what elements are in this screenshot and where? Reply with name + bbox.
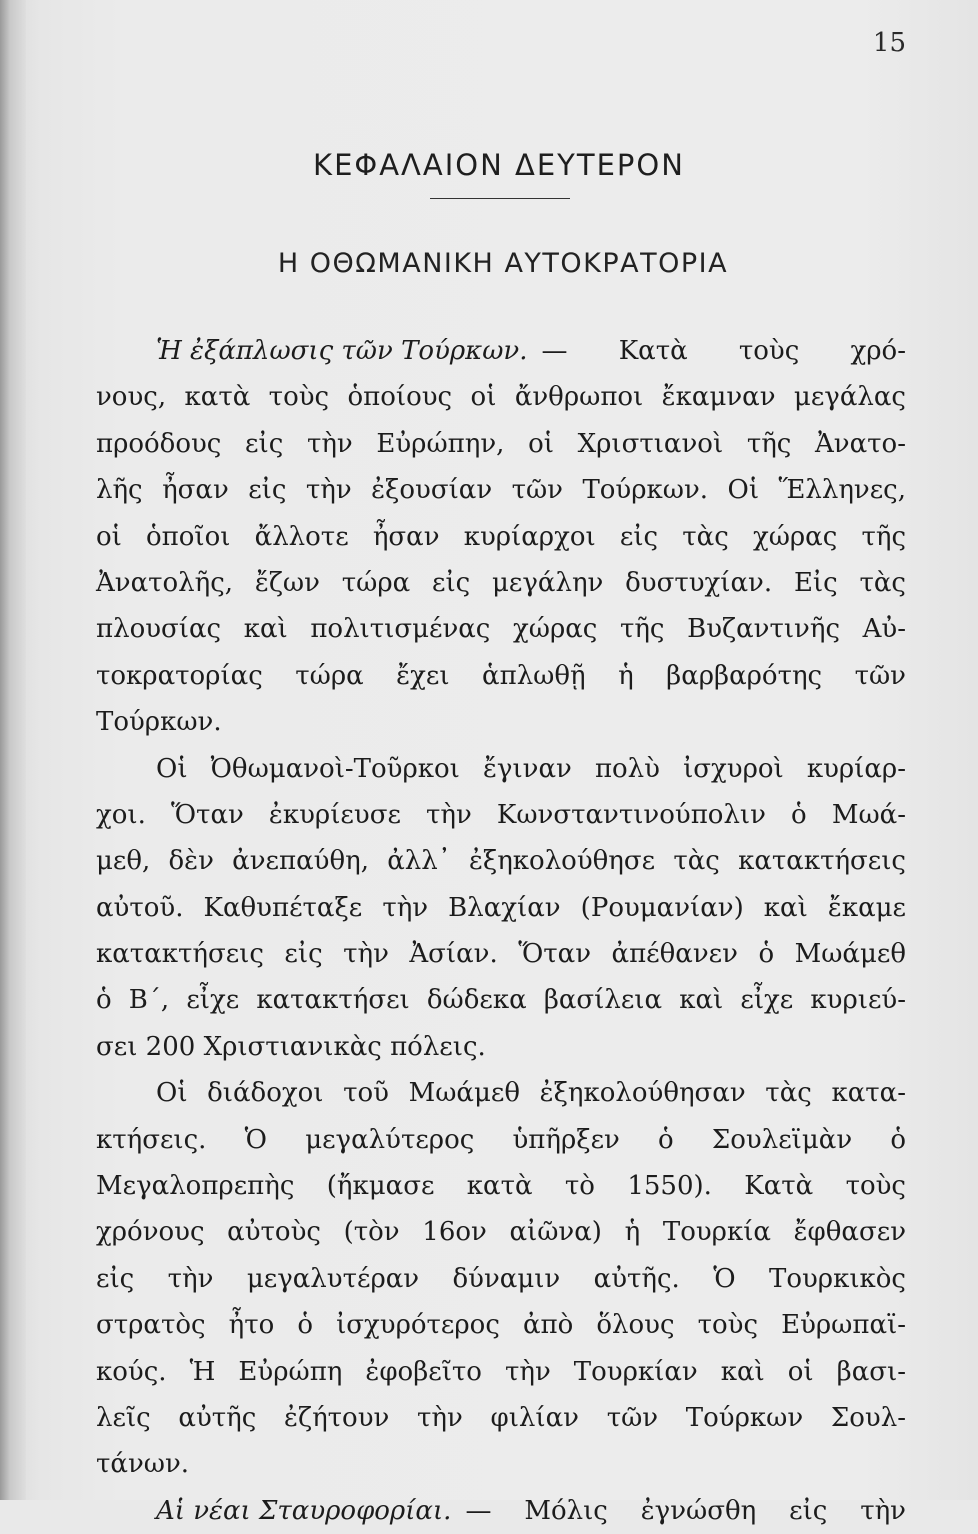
chapter-title: ΚΕΦΑΛΑΙΟΝ ΔΕΥΤΕΡΟΝ [313, 148, 685, 182]
page-binding-shadow [0, 0, 26, 1500]
line-text: τοκρατορίας τώρα ἔχει ἁπλωθῇ ἡ βαρβαρότης τῶν [96, 660, 906, 691]
section-title: Η ΟΘΩΜΑΝΙΚΗ ΑΥΤΟΚΡΑΤΟΡΙΑ [277, 248, 729, 279]
text-line [96, 374, 906, 420]
line-text: κτήσεις. Ὁ μεγαλύτερος ὑπῆρξεν ὁ Σουλεϊμὰν ὁ [96, 1124, 906, 1155]
text-line [96, 328, 906, 374]
text-line [96, 606, 906, 652]
page-number: 15 [872, 28, 906, 58]
line-text: κούς. Ἡ Εὐρώπη ἐφοβεῖτο τὴν Τουρκίαν καὶ οἱ βασι- [96, 1356, 906, 1387]
title-divider [430, 198, 570, 199]
text-line [96, 1488, 906, 1534]
text-line [96, 560, 906, 606]
text-line [96, 838, 906, 884]
line-text: προόδους εἰς τὴν Εὐρώπην, οἱ Χριστιανοὶ τῆς Ἀνατο- [96, 428, 906, 459]
line-text: κατακτήσεις εἰς τὴν Ἀσίαν. Ὅταν ἀπέθανεν ὁ Μωάμεθ [96, 939, 906, 970]
line-text: εἰς τὴν μεγαλυτέραν δύναμιν αὐτῆς. Ὁ Τουρκικὸς [96, 1263, 906, 1294]
text-line [96, 746, 906, 792]
line-text: λεῖς αὐτῆς ἐζήτουν τὴν φιλίαν τῶν Τούρκων Σουλ- [96, 1402, 906, 1433]
line-text: νους, κατὰ τοὺς ὁποίους οἱ ἄνθρωποι ἔκαμναν μεγάλας [96, 382, 906, 413]
line-text: χοι. Ὅταν ἐκυρίευσε τὴν Κωνσταντινούπολιν ὁ Μωά- [96, 799, 906, 830]
text-line [96, 885, 906, 931]
text-line [96, 1209, 906, 1255]
text-line [96, 653, 906, 699]
line-text: μεθ, δὲν ἀνεπαύθη, ἀλλ᾽ ἐξηκολούθησε τὰς κατακτήσεις [96, 846, 906, 877]
text-line [96, 699, 906, 745]
text-line [96, 1024, 906, 1070]
text-line [96, 1256, 906, 1302]
text-line [96, 1117, 906, 1163]
line-text: στρατὸς ἦτο ὁ ἰσχυρότερος ἀπὸ ὅλους τοὺς Εὐρωπαϊ- [96, 1310, 906, 1341]
text-line [96, 792, 906, 838]
line-text: — Κατὰ τοὺς χρό- [541, 336, 906, 366]
text-line [96, 1349, 906, 1395]
body-text [96, 328, 906, 1534]
text-line [96, 1163, 906, 1209]
text-line [96, 421, 906, 467]
line-text: Οἱ διάδοχοι τοῦ Μωάμεθ ἐξηκολούθησαν τὰς κατα- [156, 1078, 906, 1109]
text-line [96, 467, 906, 513]
line-text: χρόνους αὐτοὺς (τὸν 16ον αἰῶνα) ἡ Τουρκία ἔφθασεν [96, 1217, 906, 1248]
paragraph-heading: Ἡ ἐξάπλωσις τῶν Τούρκων. [156, 336, 528, 366]
line-text: οἱ ὁποῖοι ἄλλοτε ἦσαν κυρίαρχοι εἰς τὰς χώρας τῆς [96, 521, 906, 552]
text-line [96, 514, 906, 560]
text-line [96, 1070, 906, 1116]
line-text: Μεγαλοπρεπὴς (ἤκμασε κατὰ τὸ 1550). Κατὰ τοὺς [96, 1171, 906, 1202]
text-line [96, 977, 906, 1023]
line-text: αὐτοῦ. Καθυπέταξε τὴν Βλαχίαν (Ρουμανίαν) καὶ ἔκαμε [96, 892, 906, 923]
line-text: σει 200 Χριστιανικὰς πόλεις. [96, 1031, 486, 1062]
line-text: λῆς ἦσαν εἰς τὴν ἐξουσίαν τῶν Τούρκων. Οἱ Ἕλληνες, [96, 475, 906, 506]
line-text: Τούρκων. [96, 707, 222, 738]
line-text: ὁ Β΄, εἶχε κατακτήσει δώδεκα βασίλεια καὶ εἶχε κυριεύ- [96, 985, 906, 1016]
text-line [96, 1395, 906, 1441]
text-line [96, 1441, 906, 1487]
line-text: — Μόλις ἐγνώσθη εἰς τὴν [465, 1495, 906, 1526]
line-text: πλουσίας καὶ πολιτισμένας χώρας τῆς Βυζαντινῆς Αὐ- [96, 614, 906, 645]
text-line [96, 1302, 906, 1348]
paragraph-heading: Αἱ νέαι Σταυροφορίαι. [156, 1495, 452, 1526]
line-text: Ἀνατολῆς, ἔζων τώρα εἰς μεγάλην δυστυχίαν. Εἰς τὰς [96, 567, 906, 598]
line-text: τάνων. [96, 1449, 190, 1480]
line-text: Οἱ Ὀθωμανοὶ-Τοῦρκοι ἔγιναν πολὺ ἰσχυροὶ κυρίαρ- [156, 753, 906, 784]
text-line [96, 931, 906, 977]
